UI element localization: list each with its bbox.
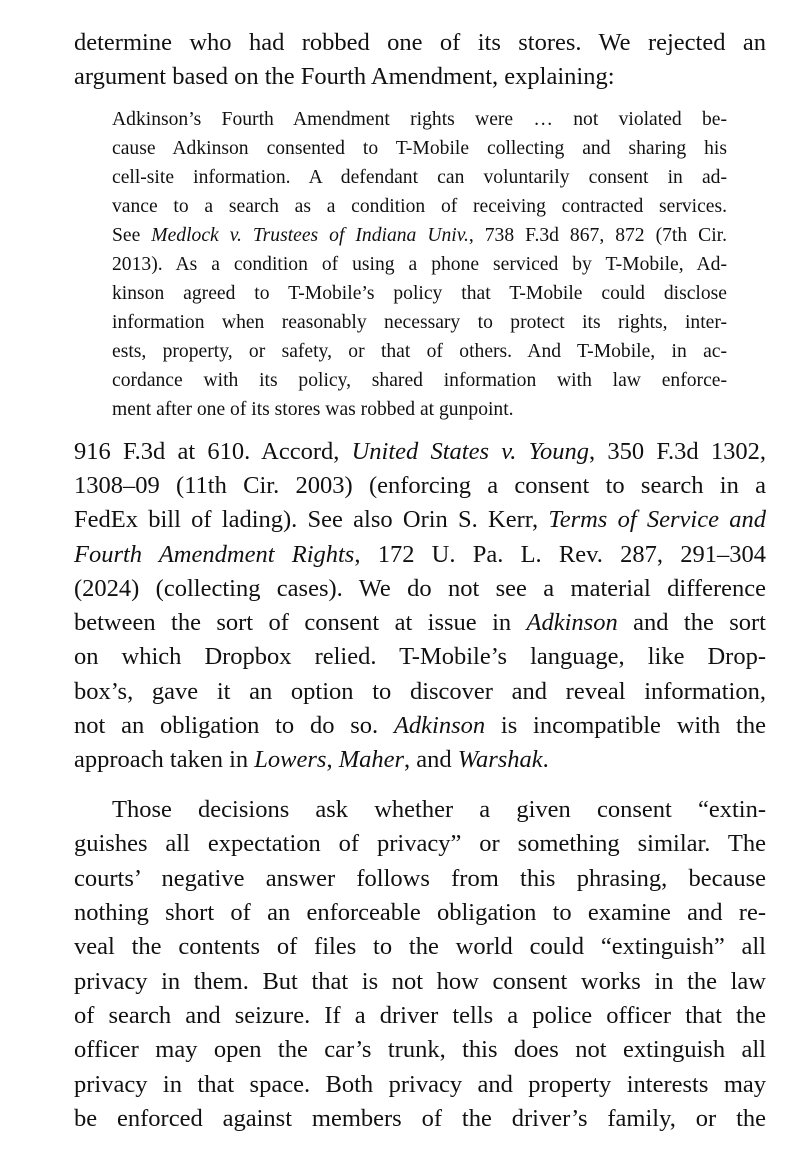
case-name: Medlock v. Trustees of Indiana Univ. bbox=[151, 225, 469, 246]
body-line: privacy in them. But that is not how consent works in the law bbox=[74, 968, 766, 995]
body-line: guishes all expectation of privacy” or something similar. The bbox=[74, 830, 766, 857]
body-line: nothing short of an enforceable obligation to examine and re- bbox=[74, 899, 766, 926]
body-line: veal the contents of files to the world could “extinguish” all bbox=[74, 933, 766, 960]
body-line: between the sort of consent at issue in Adkinson and the sort bbox=[74, 609, 766, 636]
case-name: Warshak bbox=[457, 746, 543, 773]
case-name: Adkinson bbox=[526, 609, 618, 636]
quote-line-citation: See Medlock v. Trustees of Indiana Univ., 738 F.3d 867, 872 (7th Cir. bbox=[112, 225, 727, 246]
quote-line: ests, property, or safety, or that of others. And T-Mobile, in ac- bbox=[112, 341, 727, 362]
body-line: (2024) (collecting cases). We do not see a material difference bbox=[74, 575, 766, 602]
case-name: Lowers bbox=[254, 746, 327, 773]
body-line: FedEx bill of lading). See also Orin S. Kerr, Terms of Service and bbox=[74, 506, 766, 533]
body-line: argument based on the Fourth Amendment, explaining: bbox=[74, 63, 615, 90]
quote-line: 2013). As a condition of using a phone serviced by T-Mobile, Ad- bbox=[112, 254, 727, 275]
case-name: United States v. Young bbox=[351, 438, 590, 465]
body-line: Those decisions ask whether a given consent “extin- bbox=[112, 796, 766, 823]
article-title: Fourth Amendment Rights bbox=[74, 541, 355, 568]
body-line: officer may open the car’s trunk, this does not extinguish all bbox=[74, 1036, 766, 1063]
quote-line: Adkinson’s Fourth Amendment rights were … not violated be- bbox=[112, 109, 727, 130]
body-line: privacy in that space. Both privacy and property interests may bbox=[74, 1071, 766, 1098]
case-name: Maher bbox=[338, 746, 405, 773]
quote-line: cause Adkinson consented to T-Mobile collecting and sharing his bbox=[112, 138, 727, 159]
quote-line: ment after one of its stores was robbed at gunpoint. bbox=[112, 399, 514, 420]
article-title: Terms of Service and bbox=[548, 506, 766, 533]
body-line: approach taken in Lowers, Maher, and Warshak. bbox=[74, 746, 549, 773]
quote-line: cordance with its policy, shared information with law enforce- bbox=[112, 370, 727, 391]
body-line: box’s, gave it an option to discover and reveal information, bbox=[74, 678, 766, 705]
body-line: not an obligation to do so. Adkinson is incompatible with the bbox=[74, 712, 766, 739]
body-line: determine who had robbed one of its stores. We rejected an bbox=[74, 29, 766, 56]
quote-line: kinson agreed to T-Mobile’s policy that T-Mobile could disclose bbox=[112, 283, 727, 304]
quote-line: cell-site information. A defendant can voluntarily consent in ad- bbox=[112, 167, 727, 188]
body-line: 1308–09 (11th Cir. 2003) (enforcing a consent to search in a bbox=[74, 472, 766, 499]
body-line: of search and seizure. If a driver tells a police officer that the bbox=[74, 1002, 766, 1029]
case-name: Adkinson bbox=[393, 712, 486, 739]
quote-line: information when reasonably necessary to protect its rights, inter- bbox=[112, 312, 727, 333]
body-line: Fourth Amendment Rights, 172 U. Pa. L. Rev. 287, 291–304 bbox=[74, 541, 766, 568]
quote-line: vance to a search as a condition of receiving contracted services. bbox=[112, 196, 727, 217]
body-line: be enforced against members of the driver’s family, or the bbox=[74, 1105, 766, 1132]
body-line: courts’ negative answer follows from this phrasing, because bbox=[74, 865, 766, 892]
body-line: on which Dropbox relied. T-Mobile’s language, like Drop- bbox=[74, 643, 766, 670]
body-line: 916 F.3d at 610. Accord, United States v. Young, 350 F.3d 1302, bbox=[74, 438, 766, 465]
